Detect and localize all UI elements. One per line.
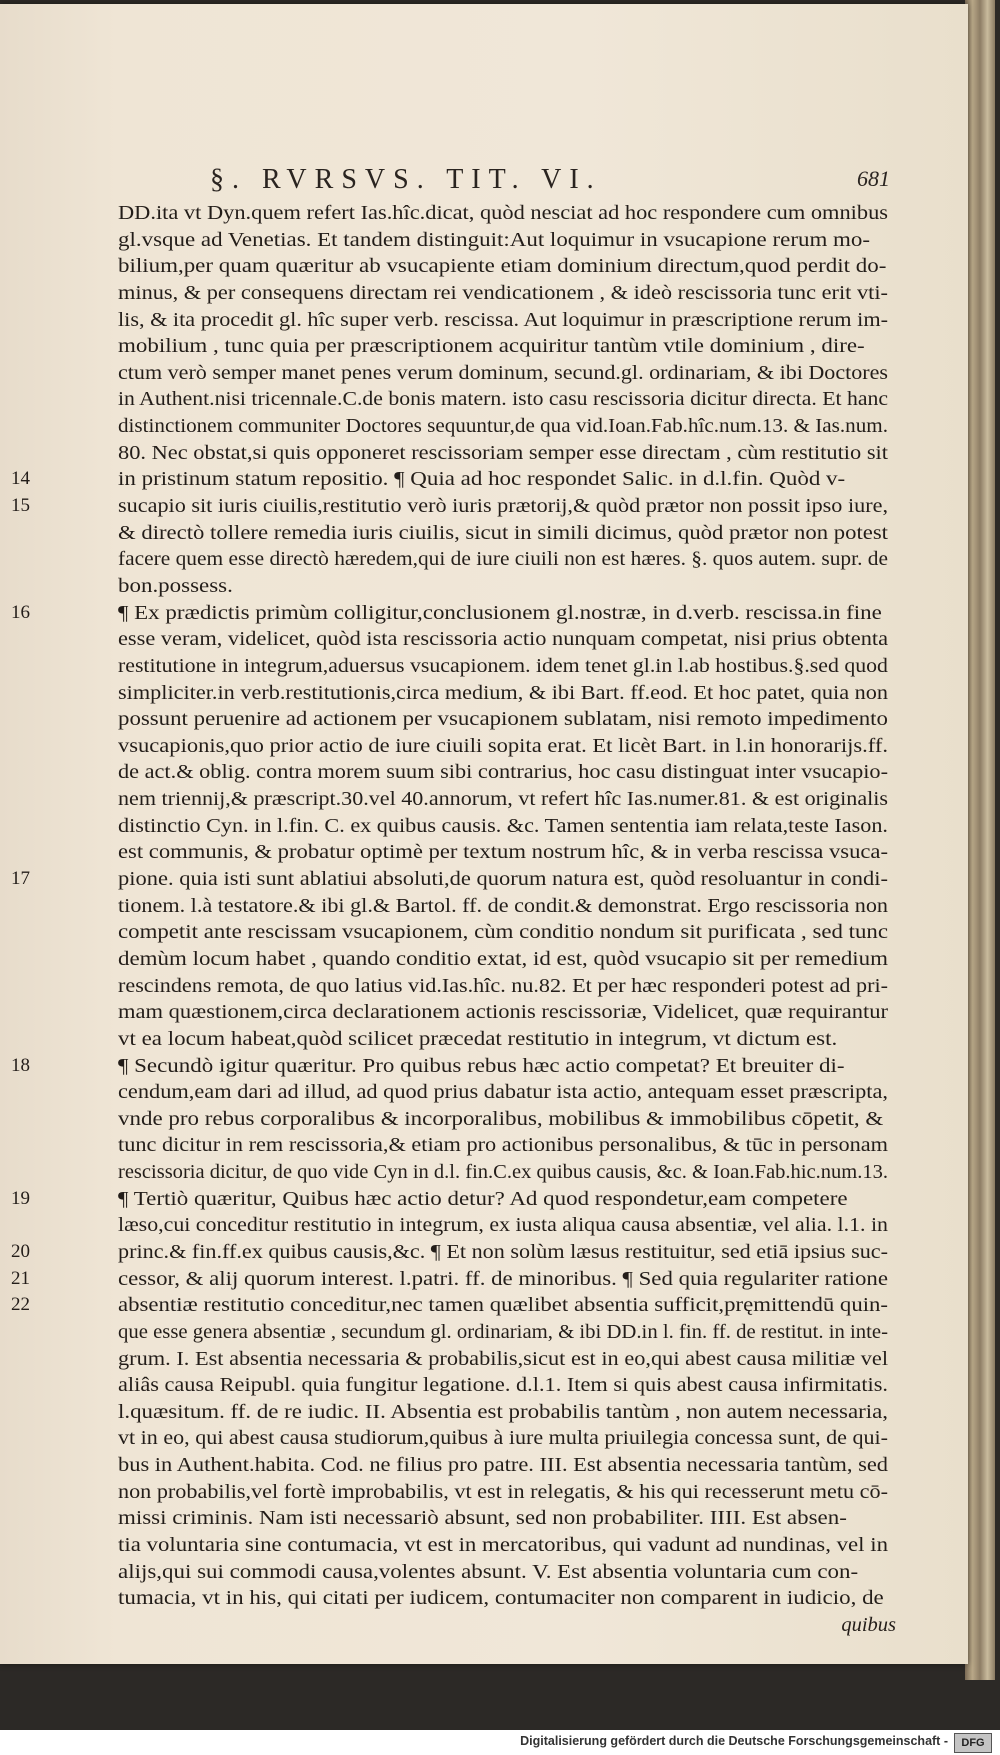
line-text: grum. I. Est absentia necessaria & probabilis,sicut est in eo,qui abest causa militiæ vel: [118, 1347, 889, 1370]
line-text: ¶ Secundò igitur quæritur. Pro quibus rebus hæc actio competat? Et breuiter di-: [118, 1054, 845, 1077]
text-line: [118, 253, 896, 280]
text-line: [118, 386, 896, 413]
line-text: minus, & per consequens directam rei vendicationem , & ideò rescissoria tunc erit vti-: [118, 281, 888, 304]
text-line: [118, 520, 896, 547]
line-text: que esse genera absentiæ , secundum gl. ordinariam, & ibi DD.in l. fin. ff. de restitut. in inte-: [118, 1320, 889, 1343]
text-line: [118, 1559, 896, 1586]
text-line: [118, 360, 896, 387]
line-text: aliâs causa Reipubl. quia fungitur legatione. d.l.1. Item si quis abest causa infirmitatis.: [118, 1374, 889, 1397]
text-line: [118, 919, 896, 946]
line-text: cessor, & alij quorum interest. l.patri. ff. de minoribus. ¶ Sed quia regulariter ratione: [118, 1267, 888, 1290]
line-text: ¶ Ex prædictis primùm colligitur,conclusionem gl.nostræ, in d.verb. rescissa.in fine: [118, 601, 882, 624]
line-text: competit ante rescissam vsucapionem, cùm conditio nondum sit purificata , sed tunc: [118, 921, 888, 944]
text-line: [118, 973, 896, 1000]
text-line: [118, 759, 896, 786]
text-line: [11, 600, 896, 627]
text-line: [118, 1079, 896, 1106]
text-line: [118, 1479, 896, 1506]
line-text: DD.ita vt Dyn.quem refert Ias.hîc.dicat, quòd nesciat ad hoc respondere cum omnibus: [118, 202, 889, 224]
text-line: [118, 1212, 896, 1239]
line-text: tunc dicitur in rem rescissoria,& etiam pro actionibus personalibus, & tūc in personam: [118, 1134, 888, 1157]
text-line: [11, 1186, 896, 1213]
text-line: [118, 946, 896, 973]
text-line: [118, 1425, 896, 1452]
line-text: est communis, & probatur optimè per textum nostrum hîc, & in verba rescissa vsuca-: [118, 841, 889, 864]
line-text: in pristinum statum repositio. ¶ Quia ad hoc respondet Salic. in d.l.fin. Quòd v-: [118, 468, 846, 491]
line-text: & directò tollere remedia iuris ciuilis, sicut in simili dicimus, quòd prætor non potest: [118, 521, 889, 544]
line-text: 80. Nec obstat,si quis opponeret rescissoriam semper esse directam , cùm restitutio sit: [118, 441, 889, 464]
text-line: [11, 1239, 896, 1266]
line-text: bilium,per quam quæritur ab vsucapiente etiam dominium directum,quod perdit do-: [118, 255, 887, 278]
line-text: vt in eo, qui abest causa studiorum,quibus à iure multa priuilegia concessa sunt, de qui-: [118, 1427, 889, 1450]
line-text: lis, & ita procedit gl. hîc super verb. rescissa. Aut loquimur in præscriptione rerum im-: [118, 308, 889, 331]
text-line: [11, 1266, 896, 1293]
line-text: distinctio Cyn. in l.fin. C. ex quibus causis. &c. Tamen sententia iam relata,teste Iason.: [118, 814, 888, 837]
text-line: [118, 733, 896, 760]
text-line: [11, 1053, 896, 1080]
text-line: [118, 1026, 896, 1053]
margin-number: 21: [11, 1267, 30, 1289]
line-text: de act.& oblig. contra morem suum sibi contrarius, hoc casu distinguat inter vsucapio-: [118, 761, 889, 784]
line-text: mobilium , tunc quia per præscriptionem acquiritur tantùm vtile dominium , dire-: [118, 335, 865, 358]
text-line: [11, 866, 896, 893]
text-line: [118, 1505, 896, 1532]
book-page: [0, 4, 968, 1664]
line-text: alijs,qui sui commodi causa,volentes absunt. V. Est absentia voluntaria cum con-: [118, 1560, 859, 1583]
line-text: vnde pro rebus corporalibus & incorporalibus, mobilibus & immobilibus cōpetit, &: [118, 1107, 884, 1130]
line-text: absentiæ restitutio conceditur,nec tamen quælibet absentia sufficit,pręmittendū quin-: [118, 1294, 889, 1317]
line-text: vt ea locum habeat,quòd scilicet præcedat restitutio in integrum, vt dictum est.: [118, 1027, 838, 1050]
line-text: cendum,eam dari ad illud, ad quod prius dabatur ista actio, antequam esset præscripta,: [118, 1081, 889, 1104]
line-text: tumacia, vt in his, qui citati per iudicem, contumaciter non comparent in iudicio, de: [118, 1587, 884, 1610]
line-text: missi criminis. Nam isti necessariò absunt, sed non probabiliter. IIII. Est absen-: [118, 1507, 847, 1530]
text-line: [118, 227, 896, 254]
text-line: [118, 1319, 896, 1346]
line-text: esse veram, videlicet, quòd ista rescissoria actio nunquam competat, nisi prius obtenta: [118, 628, 889, 651]
text-line: [118, 653, 896, 680]
text-line: [118, 413, 896, 440]
text-line: [118, 813, 896, 840]
text-line: [118, 786, 896, 813]
line-text: quibus: [841, 1613, 896, 1636]
line-text: pione. quia isti sunt ablatiui absoluti,de quorum natura est, quòd resoluantur in condi-: [118, 868, 889, 891]
text-line: [118, 999, 896, 1026]
text-line: [118, 626, 896, 653]
text-line: [118, 1106, 896, 1133]
page-edges: [965, 0, 995, 1680]
line-text: possunt peruenire ad actionem per vsucapionem sublatam, nisi remoto impedimento: [118, 708, 888, 731]
line-text: ctum verò semper manet penes verum dominum, secund.gl. ordinariam, & ibi Doctores: [118, 361, 888, 384]
line-text: princ.& fin.ff.ex quibus causis,&c. ¶ Et non solùm læsus restituitur, sed etiā ipsius suc-: [118, 1240, 888, 1263]
margin-number: 18: [11, 1054, 30, 1076]
line-text: læso,cui conceditur restitutio in integrum, ex iusta aliqua causa absentiæ, vel alia. l.1. in: [118, 1214, 889, 1237]
line-text: mam quæstionem,circa declarationem actionis rescissoriæ, Videlicet, quæ requirantur: [118, 1001, 888, 1024]
text-line: [118, 546, 896, 573]
text-line: [118, 1532, 896, 1559]
line-text: non probabilis,vel fortè improbabilis, vt est in relegatis, & his qui recesserunt metu cō-: [118, 1480, 889, 1503]
text-line: [118, 280, 896, 307]
line-text: vsucapionis,quo prior actio de iure ciuili sopita erat. Et licèt Bart. in l.in honorarijs.ff.: [118, 734, 888, 757]
page-number: 681: [857, 166, 890, 191]
dfg-logo: DFG: [954, 1733, 992, 1753]
margin-number: 17: [11, 868, 30, 890]
text-line: [118, 893, 896, 920]
line-text: gl.vsque ad Venetias. Et tandem distinguit:Aut loquimur in vsucapione rerum mo-: [118, 228, 871, 251]
text-line: [118, 440, 896, 467]
line-text: ¶ Tertiò quæritur, Quibus hæc actio detur? Ad quod respondetur,eam competere: [118, 1187, 848, 1210]
text-line: [118, 1612, 896, 1639]
text-line: [118, 839, 896, 866]
digitization-credit: Digitalisierung gefördert durch die Deutsche Forschungsgemeinschaft -: [520, 1734, 948, 1748]
text-line: [118, 333, 896, 360]
text-line: [118, 706, 896, 733]
page-header: [120, 164, 890, 196]
line-text: distinctionem communiter Doctores sequuntur,de qua vid.Ioan.Fab.hîc.num.13. & Ias.num.: [118, 415, 889, 438]
margin-number: 15: [11, 495, 30, 517]
line-text: tia voluntaria sine contumacia, vt est in mercatoribus, qui vadunt ad nundinas, vel in: [118, 1534, 888, 1557]
text-line: [11, 493, 896, 520]
line-text: bus in Authent.habita. Cod. ne filius pro patre. III. Est absentia necessaria tantùm, sed: [118, 1454, 889, 1477]
text-line: [118, 1585, 896, 1612]
text-line: [118, 680, 896, 707]
text-line: [118, 1346, 896, 1373]
body-text: [11, 200, 896, 1640]
text-line: [118, 1452, 896, 1479]
text-line: [11, 466, 896, 493]
line-text: demùm locum habet , quando conditio extat, id est, quòd vsucapio sit per remedium: [118, 947, 889, 970]
line-text: l.quæsitum. ff. de re iudic. II. Absentia est probabilis tantùm , non autem necessaria,: [118, 1400, 888, 1423]
text-line: [118, 1159, 896, 1186]
margin-number: 14: [11, 468, 30, 490]
footer-bar: [0, 1730, 1000, 1755]
line-text: nem triennij,& præscript.30.vel 40.annorum, vt refert hîc Ias.numer.81. & est originalis: [118, 788, 888, 811]
line-text: restitutione in integrum,aduersus vsucapionem. idem tenet gl.in l.ab hostibus.§.sed quod: [118, 654, 888, 677]
line-text: sucapio sit iuris ciuilis,restitutio verò iuris prætorij,& quòd prætor non possit ipso iure,: [118, 495, 889, 518]
line-text: simpliciter.in verb.restitutionis,circa medium, & ibi Bart. ff.eod. Et hoc patet, quia non: [118, 681, 889, 704]
line-text: rescissoria dicitur, de quo vide Cyn in d.l. fin.C.ex quibus causis, &c. & Ioan.Fab.hic.num.13.: [118, 1161, 888, 1184]
text-line: [118, 573, 896, 600]
text-line: [118, 1132, 896, 1159]
text-line: [11, 1292, 896, 1319]
line-text: rescindens remota, de quo latius vid.Ias.hîc. nu.82. Et per hæc responderi potest ad pri-: [118, 974, 888, 997]
margin-number: 20: [11, 1240, 30, 1262]
running-head: §. RVRSVS. TIT. VI.: [210, 164, 602, 195]
margin-number: 22: [11, 1294, 30, 1316]
margin-number: 19: [11, 1187, 30, 1209]
text-line: [118, 307, 896, 334]
margin-number: 16: [11, 601, 30, 623]
text-line: [118, 1399, 896, 1426]
line-text: tionem. l.à testatore.& ibi gl.& Bartol. ff. de condit.& demonstrat. Ergo rescissoria non: [118, 894, 889, 917]
line-text: facere quem esse directò hæredem,qui de iure ciuili non est hæres. §. quos autem. supr. de: [118, 548, 888, 571]
line-text: in Authent.nisi tricennale.C.de bonis matern. isto casu rescissoria dicitur directa. Et hanc: [118, 388, 889, 411]
line-text: bon.possess.: [118, 574, 233, 597]
text-line: [118, 200, 896, 227]
text-line: [118, 1372, 896, 1399]
